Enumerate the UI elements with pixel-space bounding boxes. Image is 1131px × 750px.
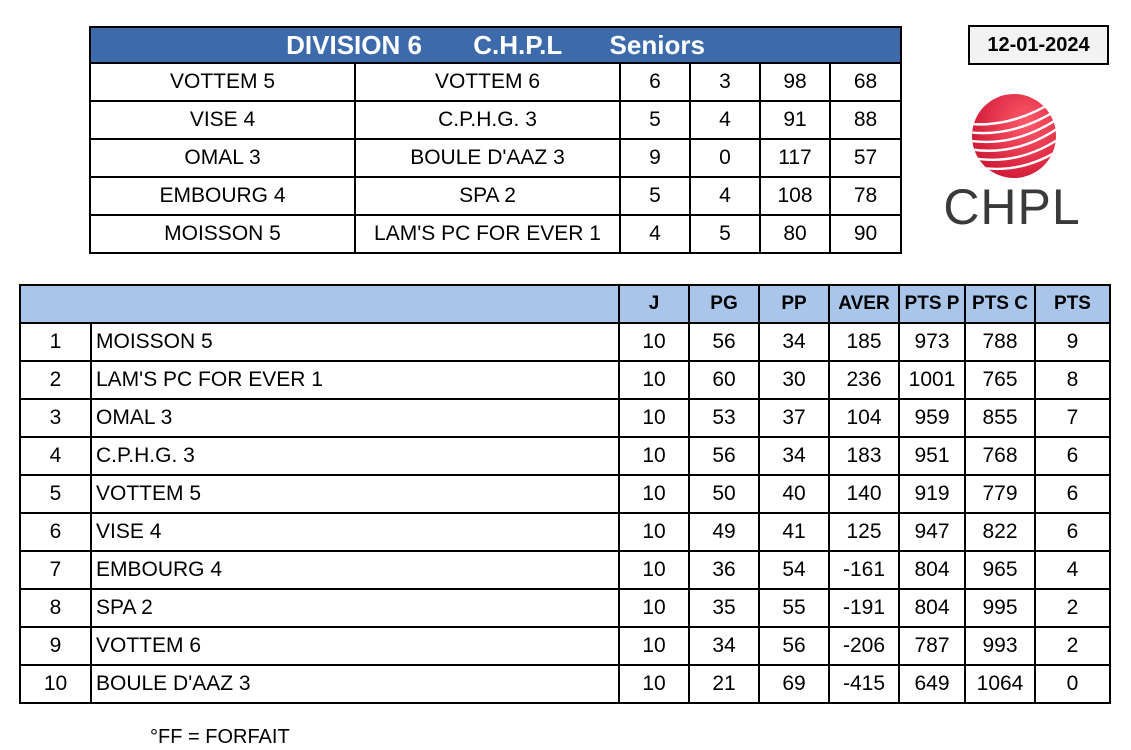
j-cell: 10 [619, 665, 689, 703]
pp-cell: 34 [759, 323, 829, 361]
pts-p-cell: 804 [899, 551, 965, 589]
match-away-wins: 5 [690, 215, 760, 253]
pts-p-cell: 973 [899, 323, 965, 361]
pp-cell: 69 [759, 665, 829, 703]
division-label: DIVISION 6 [286, 29, 422, 60]
match-home-team: VOTTEM 5 [90, 63, 355, 101]
pts-p-cell: 1001 [899, 361, 965, 399]
header-pg: PG [689, 285, 759, 323]
league-label: C.H.P.L [473, 29, 563, 60]
header-pts: PTS [1035, 285, 1110, 323]
match-row [90, 63, 901, 101]
match-away-team: SPA 2 [355, 177, 620, 215]
pg-cell: 60 [689, 361, 759, 399]
aver-cell: -206 [829, 627, 899, 665]
header-team [20, 285, 619, 323]
j-cell: 10 [619, 323, 689, 361]
match-away-points: 88 [830, 101, 901, 139]
aver-cell: 125 [829, 513, 899, 551]
pts-c-cell: 768 [965, 437, 1035, 475]
aver-cell: 140 [829, 475, 899, 513]
match-away-wins: 0 [690, 139, 760, 177]
match-away-wins: 3 [690, 63, 760, 101]
pg-cell: 34 [689, 627, 759, 665]
pp-cell: 37 [759, 399, 829, 437]
pp-cell: 34 [759, 437, 829, 475]
pts-c-cell: 1064 [965, 665, 1035, 703]
j-cell: 10 [619, 589, 689, 627]
match-row [90, 215, 901, 253]
team-cell: C.P.H.G. 3 [91, 437, 619, 475]
pts-p-cell: 947 [899, 513, 965, 551]
aver-cell: -161 [829, 551, 899, 589]
pg-cell: 35 [689, 589, 759, 627]
pts-c-cell: 993 [965, 627, 1035, 665]
j-cell: 10 [619, 437, 689, 475]
pg-cell: 53 [689, 399, 759, 437]
pp-cell: 54 [759, 551, 829, 589]
pts-p-cell: 649 [899, 665, 965, 703]
match-row [90, 139, 901, 177]
chpl-red-sphere-icon [936, 92, 1088, 182]
team-cell: VOTTEM 6 [91, 627, 619, 665]
team-cell: BOULE D'AAZ 3 [91, 665, 619, 703]
pg-cell: 50 [689, 475, 759, 513]
pp-cell: 40 [759, 475, 829, 513]
standings-row [20, 627, 1110, 665]
j-cell: 10 [619, 361, 689, 399]
match-home-team: EMBOURG 4 [90, 177, 355, 215]
category-label: Seniors [609, 29, 705, 60]
pts-c-cell: 965 [965, 551, 1035, 589]
aver-cell: 183 [829, 437, 899, 475]
pts-cell: 0 [1035, 665, 1110, 703]
division-title [90, 27, 901, 63]
standings-row [20, 361, 1110, 399]
pts-c-cell: 765 [965, 361, 1035, 399]
match-home-points: 117 [760, 139, 830, 177]
pts-c-cell: 822 [965, 513, 1035, 551]
match-home-points: 108 [760, 177, 830, 215]
rank-cell: 5 [20, 475, 91, 513]
standings-row [20, 665, 1110, 703]
match-results-table [89, 26, 902, 254]
pts-p-cell: 951 [899, 437, 965, 475]
aver-cell: 236 [829, 361, 899, 399]
rank-cell: 9 [20, 627, 91, 665]
pts-cell: 9 [1035, 323, 1110, 361]
match-away-points: 68 [830, 63, 901, 101]
rank-cell: 10 [20, 665, 91, 703]
pts-c-cell: 855 [965, 399, 1035, 437]
match-home-points: 91 [760, 101, 830, 139]
match-away-team: VOTTEM 6 [355, 63, 620, 101]
j-cell: 10 [619, 399, 689, 437]
pg-cell: 56 [689, 437, 759, 475]
match-home-points: 80 [760, 215, 830, 253]
footnote: °FF = FORFAIT [150, 726, 290, 748]
rank-cell: 4 [20, 437, 91, 475]
pts-p-cell: 804 [899, 589, 965, 627]
j-cell: 10 [619, 475, 689, 513]
pp-cell: 56 [759, 627, 829, 665]
pp-cell: 30 [759, 361, 829, 399]
pp-cell: 55 [759, 589, 829, 627]
j-cell: 10 [619, 551, 689, 589]
pts-cell: 6 [1035, 437, 1110, 475]
standings-header-row [20, 285, 1110, 323]
pts-cell: 4 [1035, 551, 1110, 589]
pts-cell: 6 [1035, 475, 1110, 513]
j-cell: 10 [619, 627, 689, 665]
match-home-points: 98 [760, 63, 830, 101]
aver-cell: -191 [829, 589, 899, 627]
header-pts-p: PTS P [899, 285, 965, 323]
match-row [90, 101, 901, 139]
match-home-team: VISE 4 [90, 101, 355, 139]
date-label: 12-01-2024 [968, 25, 1109, 65]
standings-row [20, 399, 1110, 437]
match-row [90, 177, 901, 215]
match-home-team: OMAL 3 [90, 139, 355, 177]
rank-cell: 6 [20, 513, 91, 551]
pg-cell: 21 [689, 665, 759, 703]
match-away-wins: 4 [690, 101, 760, 139]
aver-cell: 185 [829, 323, 899, 361]
standings-row [20, 475, 1110, 513]
pg-cell: 49 [689, 513, 759, 551]
pg-cell: 36 [689, 551, 759, 589]
aver-cell: 104 [829, 399, 899, 437]
match-title-row [90, 27, 901, 63]
match-home-wins: 5 [620, 101, 690, 139]
pts-c-cell: 779 [965, 475, 1035, 513]
pts-cell: 8 [1035, 361, 1110, 399]
pp-cell: 41 [759, 513, 829, 551]
pts-p-cell: 959 [899, 399, 965, 437]
match-home-team: MOISSON 5 [90, 215, 355, 253]
standings-row [20, 589, 1110, 627]
rank-cell: 3 [20, 399, 91, 437]
rank-cell: 2 [20, 361, 91, 399]
match-home-wins: 5 [620, 177, 690, 215]
standings-row [20, 437, 1110, 475]
team-cell: VISE 4 [91, 513, 619, 551]
match-home-wins: 4 [620, 215, 690, 253]
team-cell: MOISSON 5 [91, 323, 619, 361]
pts-p-cell: 919 [899, 475, 965, 513]
header-j: J [619, 285, 689, 323]
pts-cell: 6 [1035, 513, 1110, 551]
standings-body [20, 323, 1110, 703]
rank-cell: 1 [20, 323, 91, 361]
pts-p-cell: 787 [899, 627, 965, 665]
header-aver: AVER [829, 285, 899, 323]
standings-row [20, 323, 1110, 361]
header-pp: PP [759, 285, 829, 323]
pg-cell: 56 [689, 323, 759, 361]
match-away-team: C.P.H.G. 3 [355, 101, 620, 139]
rank-cell: 8 [20, 589, 91, 627]
rank-cell: 7 [20, 551, 91, 589]
standings-row [20, 513, 1110, 551]
pts-c-cell: 788 [965, 323, 1035, 361]
team-cell: EMBOURG 4 [91, 551, 619, 589]
match-away-team: LAM'S PC FOR EVER 1 [355, 215, 620, 253]
team-cell: VOTTEM 5 [91, 475, 619, 513]
standings-row [20, 551, 1110, 589]
match-away-team: BOULE D'AAZ 3 [355, 139, 620, 177]
match-away-points: 57 [830, 139, 901, 177]
chpl-logo [936, 92, 1088, 235]
pts-cell: 2 [1035, 627, 1110, 665]
pts-c-cell: 995 [965, 589, 1035, 627]
team-cell: SPA 2 [91, 589, 619, 627]
aver-cell: -415 [829, 665, 899, 703]
team-cell: LAM'S PC FOR EVER 1 [91, 361, 619, 399]
header-pts-c: PTS C [965, 285, 1035, 323]
standings-table [19, 284, 1111, 704]
match-home-wins: 6 [620, 63, 690, 101]
team-cell: OMAL 3 [91, 399, 619, 437]
pts-cell: 7 [1035, 399, 1110, 437]
match-away-points: 78 [830, 177, 901, 215]
j-cell: 10 [619, 513, 689, 551]
pts-cell: 2 [1035, 589, 1110, 627]
match-home-wins: 9 [620, 139, 690, 177]
match-away-wins: 4 [690, 177, 760, 215]
match-away-points: 90 [830, 215, 901, 253]
logo-text: CHPL [943, 179, 1081, 235]
